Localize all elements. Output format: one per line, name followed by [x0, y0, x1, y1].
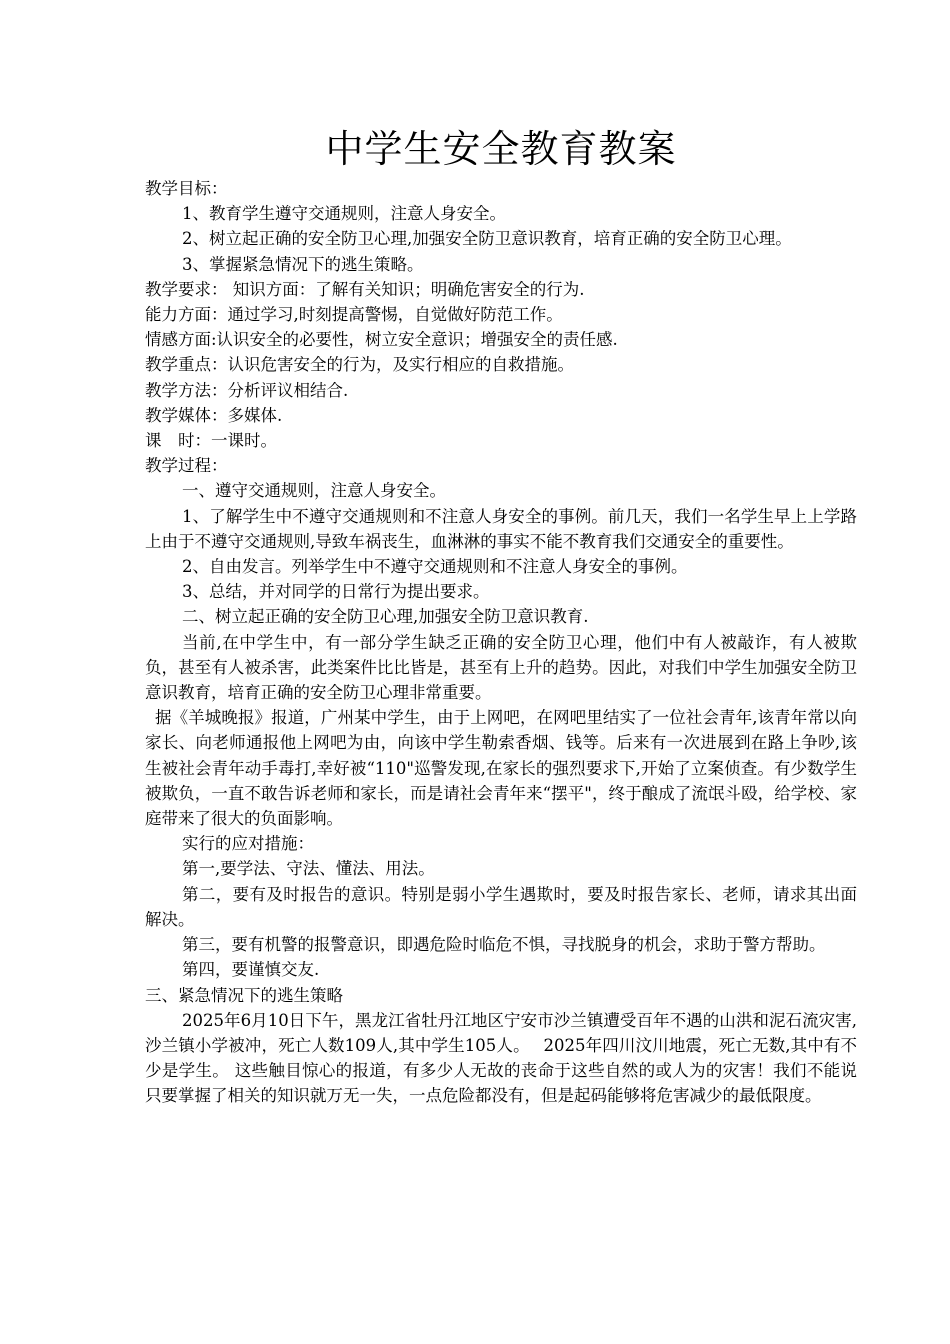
paragraph: 能力方面：通过学习,时刻提高警惕，自觉做好防范工作。: [145, 305, 563, 325]
paragraph: 据《羊城晚报》报道，广州某中学生，由于上网吧，在网吧里结实了一位社会青年,该青年常以向家长、向老师通报他上网吧为由，向该中学生勒索香烟、钱等。后来有一次进展到在路上争吵,该生被社会青年动手毒打,幸好被“110"巡警发现,在家长的强烈要求下,开始了立案侦查。有少数学生被欺负，一直不敢告诉老师和家长，而是请社会青年来“摆平"，终于酿成了流氓斗殴，给学校、家庭带来了很大的负面影响。: [145, 708, 857, 829]
paragraph: 一、遵守交通规则，注意人身安全。: [182, 481, 446, 501]
document-page: [145, 118, 857, 1109]
paragraph: 1、教育学生遵守交通规则，注意人身安全。: [182, 204, 506, 224]
paragraph: 实行的应对措施：: [182, 834, 314, 854]
paragraph: 第三，要有机警的报警意识，即遇危险时临危不惧，寻找脱身的机会，求助于警方帮助。: [182, 935, 826, 955]
paragraph: 当前,在中学生中，有一部分学生缺乏正确的安全防卫心理，他们中有人被敲诈，有人被欺负，甚至有人被杀害，此类案件比比皆是，甚至有上升的趋势。因此，对我们中学生加强安全防卫意识教育，培育正确的安全防卫心理非常重要。: [145, 632, 857, 703]
paragraph: 三、紧急情况下的逃生策略: [145, 985, 343, 1005]
paragraph: 2、自由发言。列举学生中不遵守交通规则和不注意人身安全的事例。: [182, 557, 688, 577]
paragraph: 教学方法：分析评议相结合.: [145, 380, 349, 400]
document-title: 中学生安全教育教案: [325, 127, 677, 171]
paragraph: 教学重点：认识危害安全的行为，及实行相应的自救措施。: [145, 355, 574, 375]
paragraph: 第二，要有及时报告的意识。特别是弱小学生遇欺时，要及时报告家长、老师，请求其出面解决。: [145, 884, 857, 929]
paragraph: 2、树立起正确的安全防卫心理,加强安全防卫意识教育，培育正确的安全防卫心理。: [182, 229, 792, 249]
paragraph: 教学要求： 知识方面：了解有关知识；明确危害安全的行为.: [145, 279, 585, 299]
document-body: [145, 176, 857, 1109]
paragraph: 教学目标：: [145, 179, 228, 198]
paragraph: 教学过程：: [145, 456, 228, 476]
paragraph: 2025年6月10日下午，黑龙江省牡丹江地区宁安市沙兰镇遭受百年不遇的山洪和泥石流灾害,沙兰镇小学被冲，死亡人数109人,其中学生105人。 2025年四川汶川地震，死亡无数,其中有不少是学生。 这些触目惊心的报道，有多少人无故的丧命于这些自然的或人为的灾害！我们不能说只要掌握了相关的知识就万无一失，一点危险都没有，但是起码能够将危害减少的最低限度。: [145, 1010, 857, 1106]
paragraph: 情感方面:认识安全的必要性，树立安全意识；增强安全的责任感.: [145, 330, 618, 350]
paragraph: 1、了解学生中不遵守交通规则和不注意人身安全的事例。前几天，我们一名学生早上上学路上由于不遵守交通规则,导致车祸丧生，血淋淋的事实不能不教育我们交通安全的重要性。: [145, 506, 857, 551]
paragraph: 二、树立起正确的安全防卫心理,加强安全防卫意识教育.: [182, 607, 589, 627]
paragraph: 第四，要谨慎交友.: [182, 960, 320, 980]
paragraph: 课 时：一课时。: [145, 431, 277, 451]
paragraph: 教学媒体：多媒体.: [145, 405, 283, 425]
paragraph: 第一,要学法、守法、懂法、用法。: [182, 859, 435, 879]
paragraph: 3、总结，并对同学的日常行为提出要求。: [182, 582, 490, 602]
paragraph: 3、掌握紧急情况下的逃生策略。: [182, 254, 424, 274]
